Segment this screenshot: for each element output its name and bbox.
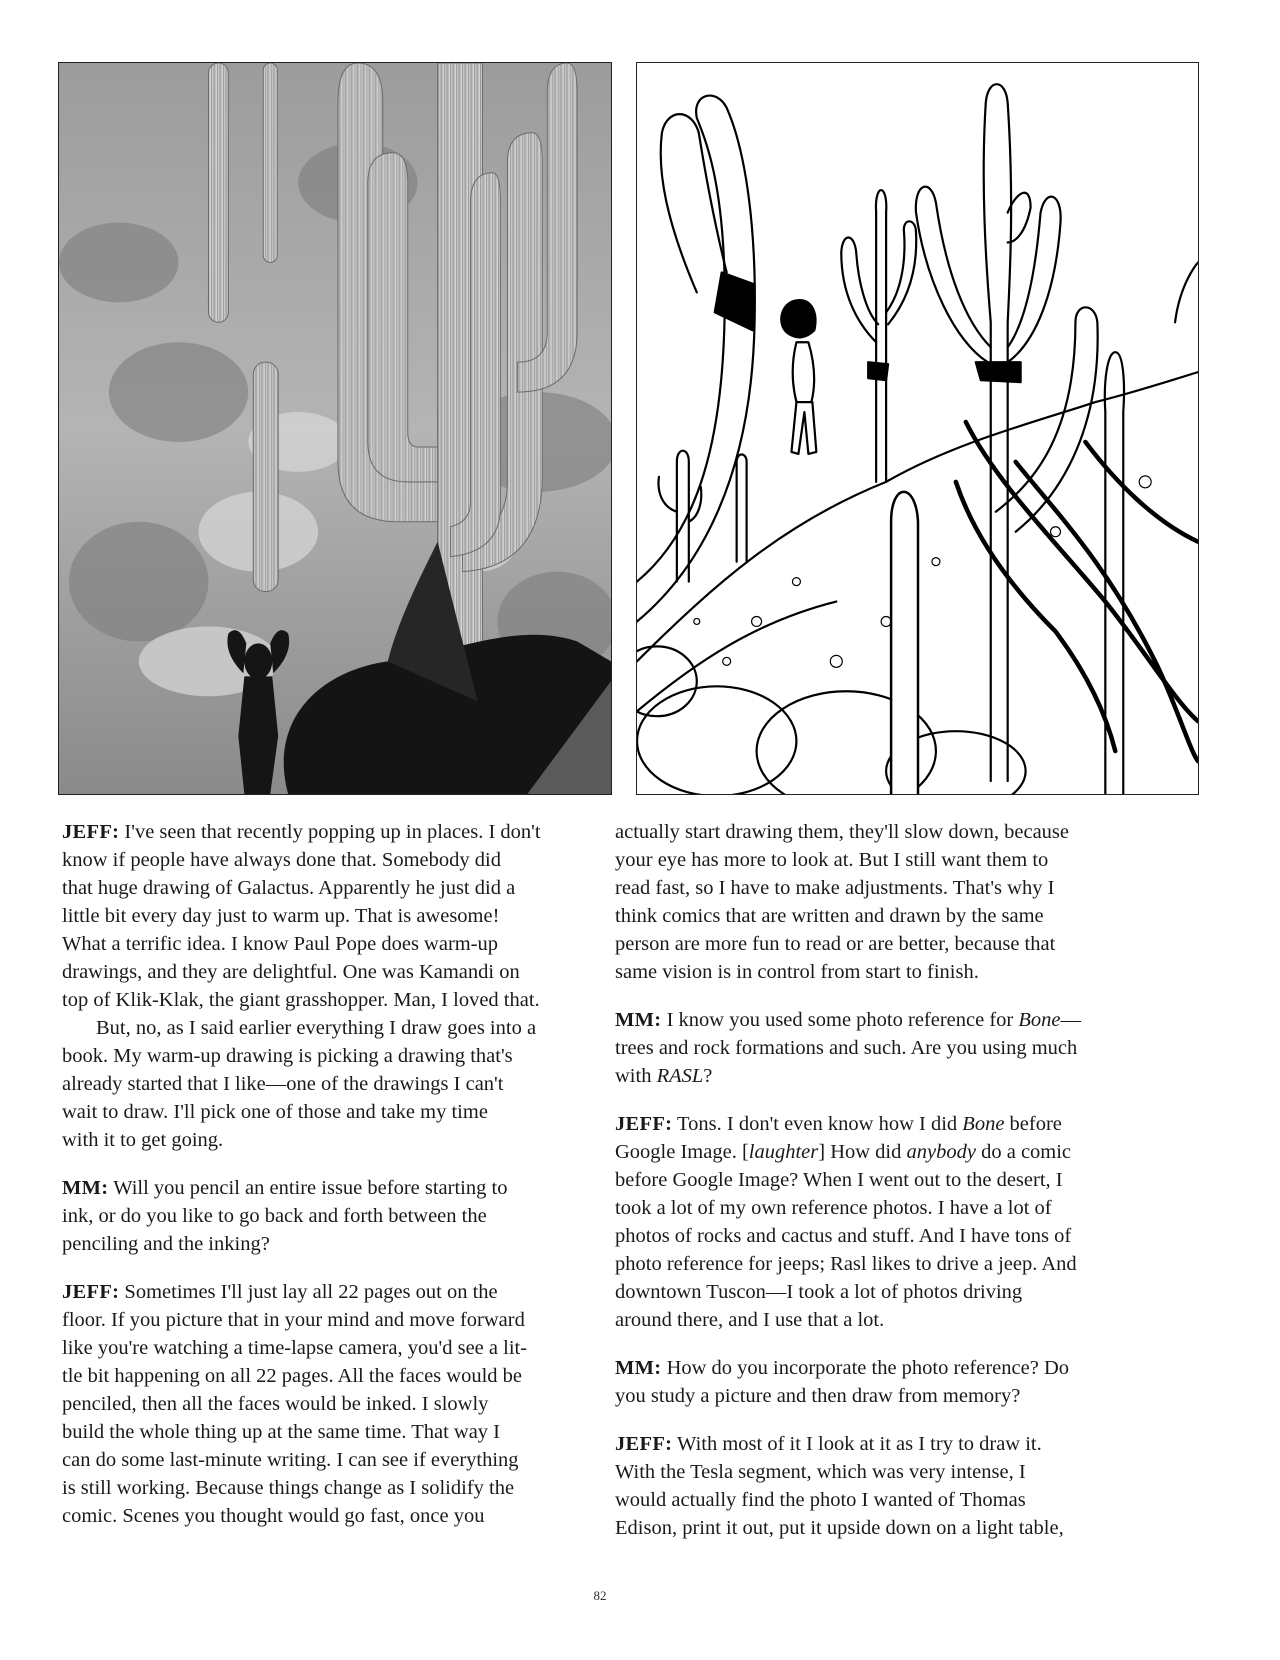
text-line [62,1042,602,1070]
text-segment: can do some last-minute writing. I can see if everything [62,1449,519,1471]
text-line [62,1174,602,1202]
text-line [62,818,602,846]
text-segment: already started that I like—one of the drawings I can't [62,1073,504,1095]
text-line [615,1354,1195,1382]
italic-text: anybody [906,1141,976,1163]
text-segment: little bit every day just to warm up. That is awesome! [62,905,500,927]
text-segment: do a comic [975,1141,1072,1163]
text-line [615,1278,1195,1306]
interview-paragraph [615,1110,1195,1334]
text-segment: wait to draw. I'll pick one of those and take my time [62,1101,488,1123]
text-segment: would actually find the photo I wanted of Thomas [615,1489,1026,1511]
text-segment: your eye has more to look at. But I still want them to [615,849,1049,871]
text-segment: But, no, as I said earlier everything I draw goes into a [96,1017,537,1039]
text-segment: took a lot of my own reference photos. I have a lot of [615,1197,1052,1219]
speaker-label: MM: [62,1177,109,1199]
text-line [62,986,602,1014]
text-line [62,1390,602,1418]
text-segment: read fast, so I have to make adjustments. That's why I [615,877,1055,899]
interview-paragraph [62,1278,602,1530]
text-line [615,818,1195,846]
italic-text: Bone [1018,1009,1061,1031]
text-line [62,930,602,958]
text-segment: comic. Scenes you thought would go fast, once you [62,1505,485,1527]
cactus-comic-drawing [636,62,1199,795]
text-segment: with [615,1065,657,1087]
text-segment: think comics that are written and drawn by the same [615,905,1044,927]
text-segment: How do you incorporate the photo reference? Do [661,1357,1070,1379]
text-line [62,902,602,930]
text-segment: build the whole thing up at the same time. That way I [62,1421,500,1443]
text-segment: floor. If you picture that in your mind and move forward [62,1309,525,1331]
text-line [615,1382,1195,1410]
text-line [62,1418,602,1446]
text-line [62,1362,602,1390]
text-segment: around there, and I use that a lot. [615,1309,885,1331]
text-segment: What a terrific idea. I know Paul Pope does warm-up [62,933,499,955]
text-line [62,1306,602,1334]
text-segment: Edison, print it out, put it upside down on a light table, [615,1517,1064,1539]
text-segment: penciled, then all the faces would be inked. I slowly [62,1393,489,1415]
text-segment: — [1060,1009,1081,1031]
text-line [62,1278,602,1306]
text-segment: top of Klik-Klak, the giant grasshopper. Man, I loved that. [62,989,540,1011]
text-segment: person are more fun to read or are better, because that [615,933,1056,955]
text-line [62,846,602,874]
text-segment: With most of it I look at it as I try to draw it. [672,1433,1042,1455]
text-line [615,1194,1195,1222]
text-line [615,1138,1195,1166]
text-line [62,1334,602,1362]
text-segment: Will you pencil an entire issue before starting to [108,1177,508,1199]
interview-paragraph [615,1354,1195,1410]
interview-paragraph [615,818,1195,986]
text-segment: like you're watching a time-lapse camera, you'd see a lit- [62,1337,528,1359]
text-segment: with it to get going. [62,1129,224,1151]
text-column-right [615,818,1195,1562]
text-segment: trees and rock formations and such. Are you using much [615,1037,1078,1059]
text-segment: before Google Image? When I went out to the desert, I [615,1169,1063,1191]
interview-paragraph [615,1006,1195,1090]
text-segment: photos of rocks and cactus and stuff. And I have tons of [615,1225,1072,1247]
page-number: 82 [593,1588,607,1603]
text-line [615,1306,1195,1334]
text-line [615,1250,1195,1278]
text-line [615,1006,1195,1034]
speaker-label: JEFF: [62,1281,120,1303]
text-line [615,1222,1195,1250]
text-line [615,902,1195,930]
text-line [62,958,602,986]
text-line [615,1458,1195,1486]
text-line [615,1486,1195,1514]
text-line [615,1430,1195,1458]
interview-paragraph [62,1174,602,1258]
text-segment: is still working. Because things change as I solidify the [62,1477,515,1499]
text-segment: Google Image. [ [615,1141,749,1163]
text-line [62,1230,602,1258]
text-line [62,1202,602,1230]
text-line [615,1062,1195,1090]
text-line [615,874,1195,902]
text-segment: same vision is in control from start to finish. [615,961,979,983]
text-line [62,1474,602,1502]
text-segment: know if people have always done that. Somebody did [62,849,501,871]
italic-text: laughter [748,1141,819,1163]
text-segment: you study a picture and then draw from memory? [615,1385,1021,1407]
text-segment: ] How did [818,1141,907,1163]
interview-paragraph [62,1014,602,1154]
text-segment: drawings, and they are delightful. One was Kamandi on [62,961,520,983]
text-line [615,1166,1195,1194]
text-segment: Tons. I don't even know how I did [672,1113,963,1135]
italic-text: Bone [962,1113,1005,1135]
text-segment: ? [703,1065,713,1087]
text-segment: tle bit happening on all 22 pages. All the faces would be [62,1365,522,1387]
text-line [615,1514,1195,1542]
text-line [62,1014,602,1042]
text-column-left [62,818,602,1550]
interview-paragraph [62,818,602,1014]
text-line [615,930,1195,958]
interview-paragraph [615,1430,1195,1542]
text-segment: ink, or do you like to go back and forth between the [62,1205,487,1227]
speaker-label: JEFF: [62,821,120,843]
text-segment: With the Tesla segment, which was very intense, I [615,1461,1026,1483]
text-segment: that huge drawing of Galactus. Apparently he just did a [62,877,516,899]
text-segment: photo reference for jeeps; Rasl likes to drive a jeep. And [615,1253,1077,1275]
text-segment: before [1004,1113,1062,1135]
speaker-label: MM: [615,1357,662,1379]
speaker-label: JEFF: [615,1433,673,1455]
cactus-photograph [58,62,612,795]
text-line [62,874,602,902]
text-line [615,1110,1195,1138]
speaker-label: JEFF: [615,1113,673,1135]
text-segment: book. My warm-up drawing is picking a drawing that's [62,1045,513,1067]
text-segment: I know you used some photo reference for [661,1009,1019,1031]
italic-text: RASL [656,1065,704,1087]
text-line [62,1502,602,1530]
text-line [615,1034,1195,1062]
text-segment: penciling and the inking? [62,1233,270,1255]
text-line [615,958,1195,986]
standing-figure [781,300,816,454]
text-line [62,1126,602,1154]
text-segment: actually start drawing them, they'll slow down, because [615,821,1070,843]
text-segment: I've seen that recently popping up in places. I don't [119,821,541,843]
text-line [62,1070,602,1098]
text-line [62,1098,602,1126]
text-line [62,1446,602,1474]
text-segment: downtown Tuscon—I took a lot of photos driving [615,1281,1023,1303]
text-segment: Sometimes I'll just lay all 22 pages out on the [119,1281,498,1303]
speaker-label: MM: [615,1009,662,1031]
text-line [615,846,1195,874]
